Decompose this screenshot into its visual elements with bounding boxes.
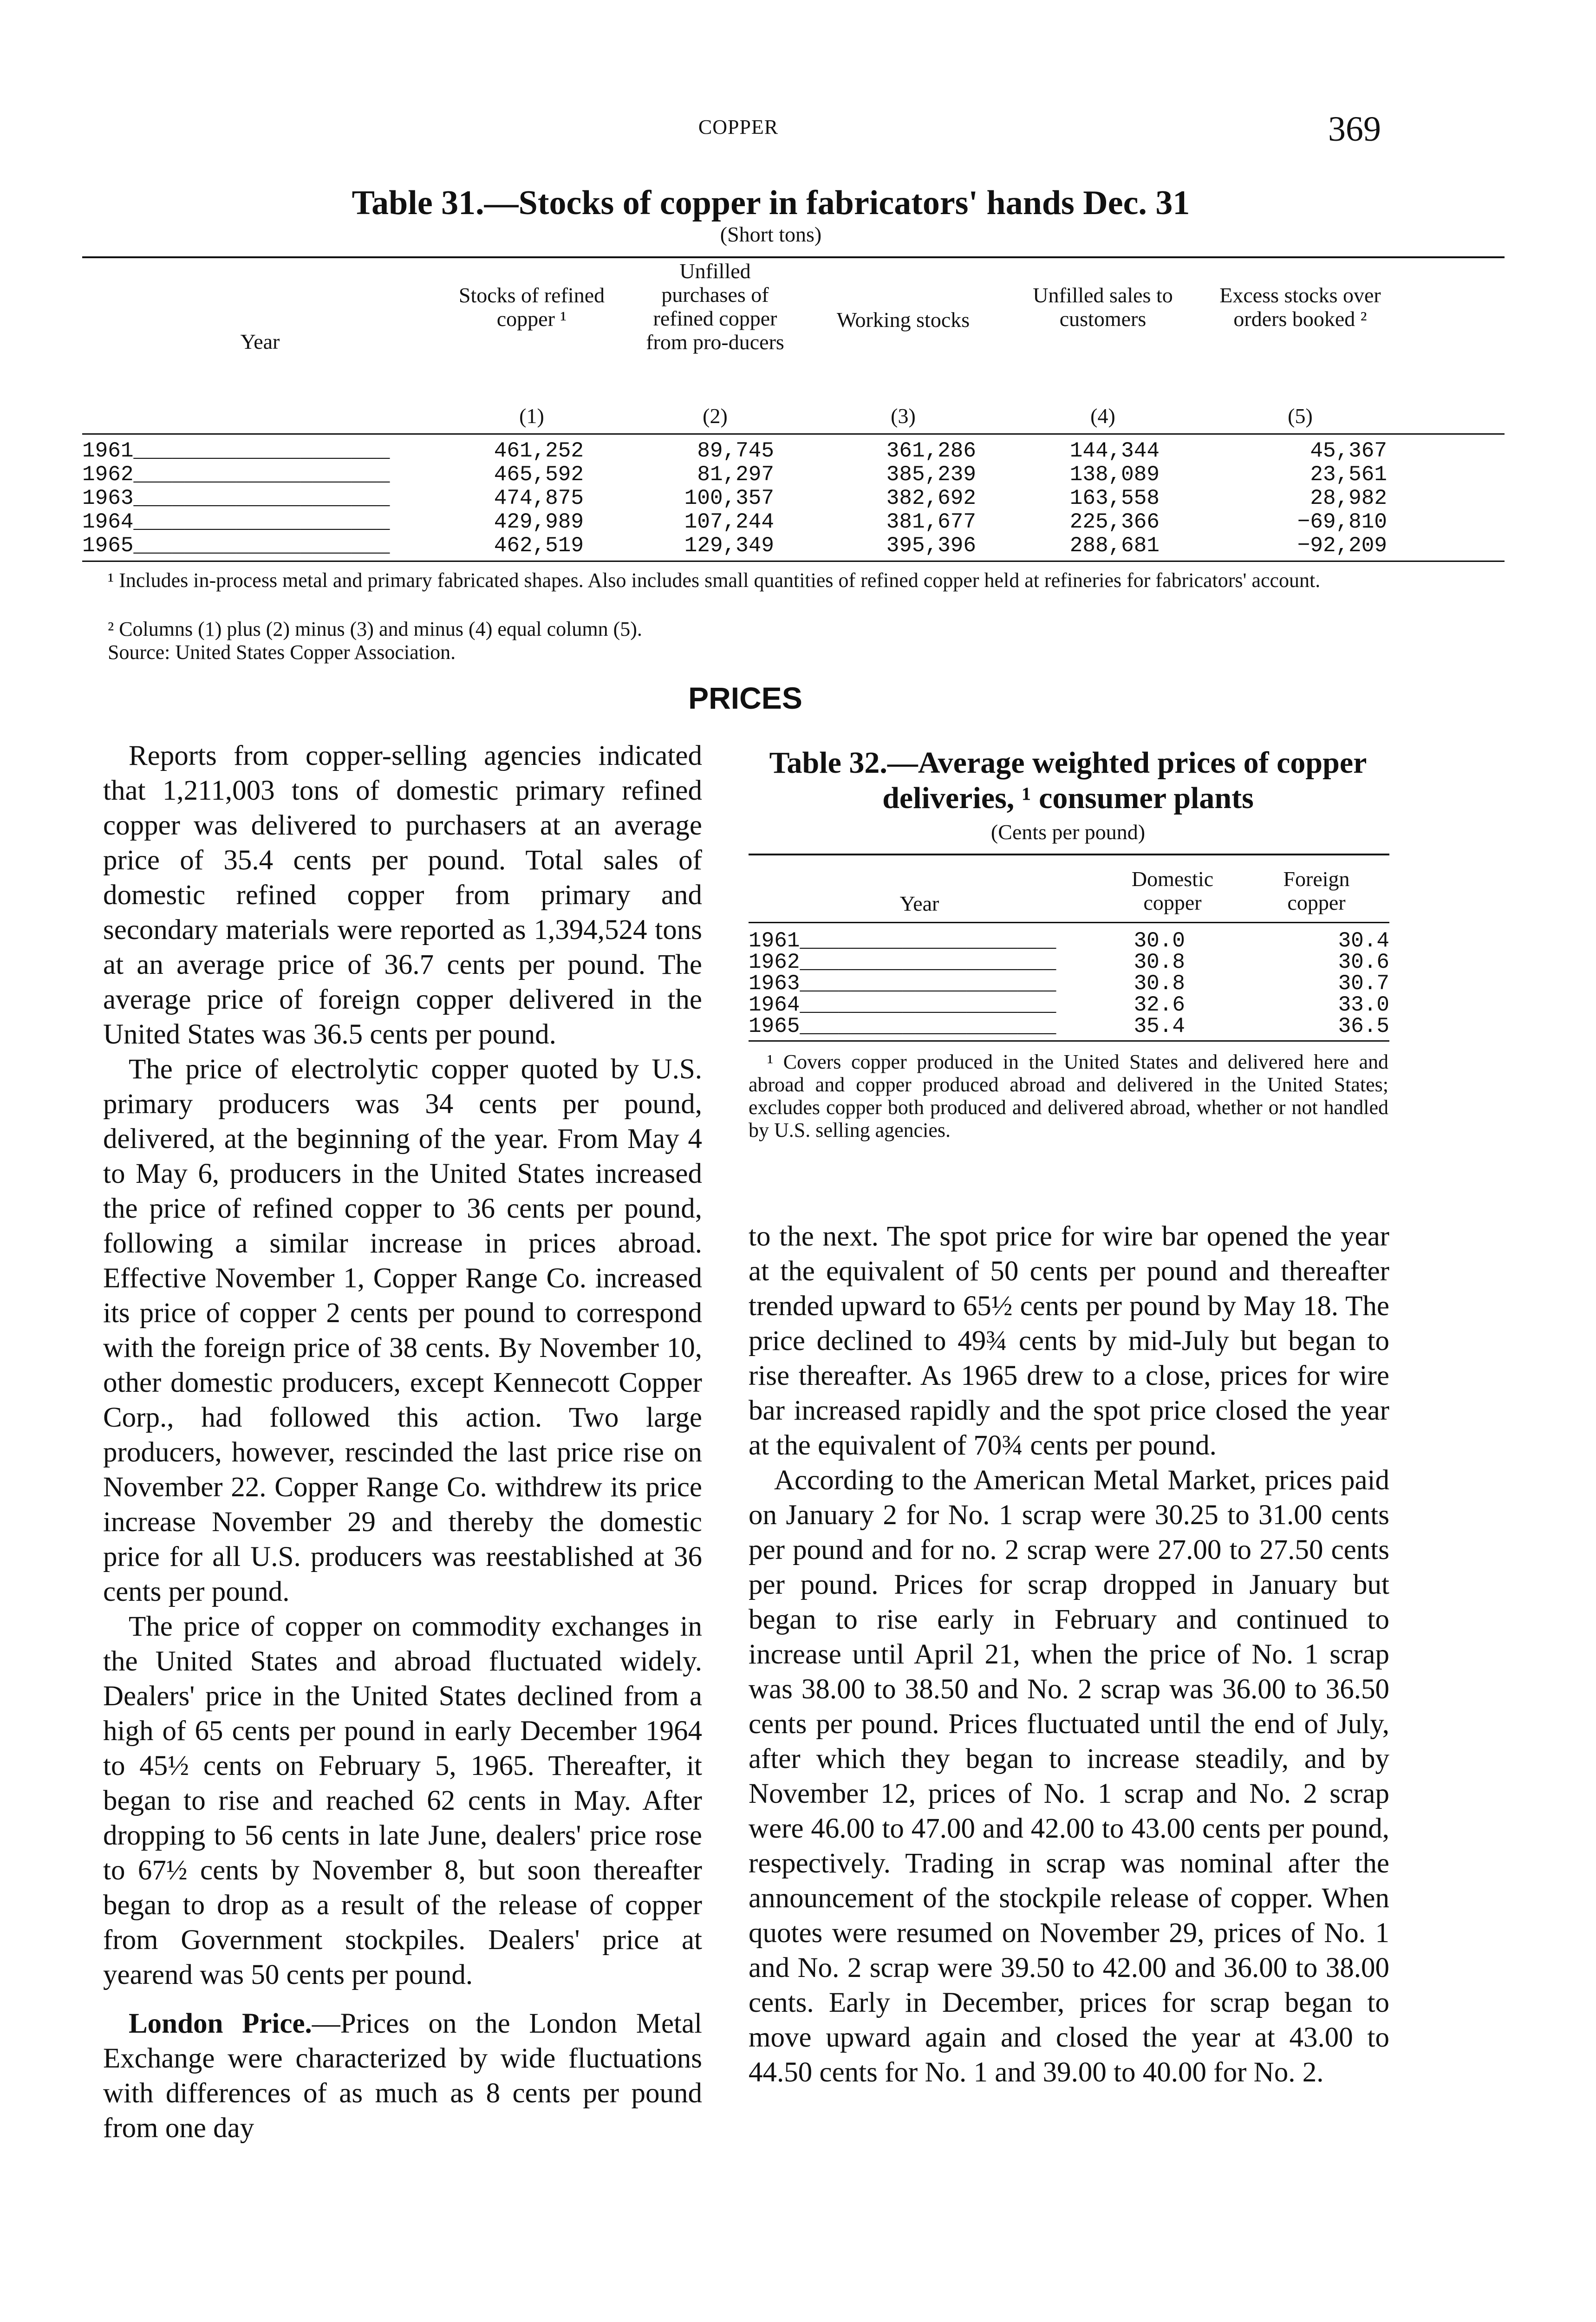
table-row [82, 463, 1503, 486]
table31-cell: 288,681 [1069, 534, 1160, 558]
table31-header-year: Year [240, 330, 280, 353]
table-row [82, 534, 1503, 557]
paragraph: The price of electrolytic copper quoted by U.S. primary producers was 34 cents per pound, delivered, at the beginning of the year. From May 4 to May 6, producers in the United States increased the price of refined copper to 36 cents per pound, following a similar increase in prices abroad. Effective November 1, Copper Range Co. increased its price of copper 2 cents per pound to correspond with the foreign price of 38 cents. By November 10, other domestic producers, except Kennecott Copper Corp., had followed this action. Two large producers, however, rescinded the last price rise on November 22. Copper Range Co. withdrew its price increase November 29 and thereby the domestic price for all U.S. producers was reestablished at 36 cents per pound. [103, 1054, 702, 1607]
table31-cell: 361,286 [886, 439, 976, 463]
page-number: 369 [1328, 110, 1381, 149]
table32-header-rule [749, 922, 1389, 923]
table31-header-c1-num: (1) [519, 404, 544, 428]
table31-cell: 461,252 [494, 439, 584, 463]
table31-header-rule [82, 433, 1505, 435]
table31-header-c5-num: (5) [1288, 404, 1313, 428]
table31-cell: 107,244 [684, 510, 774, 534]
table31-header-c2-num: (2) [703, 404, 728, 428]
table31-cell: 100,357 [684, 486, 774, 510]
table31-cell: 129,349 [684, 534, 774, 558]
table32-cell: 30.0 [1133, 929, 1185, 953]
paragraph: According to the American Metal Market, prices paid on January 2 for No. 1 scrap were 30.25 to 31.00 cents per pound and for no. 2 scrap were 27.00 to 27.50 cents per pound. Prices for scrap dropped in January but began to rise early in February and continued to increase until April 21, when the price of No. 1 scrap was 38.00 to 38.50 and No. 2 scrap was 36.00 to 36.50 cents per pound. Prices fluctuated until the end of July, after which they began to increase steadily, and by November 12, prices of No. 1 scrap and No. 2 scrap were 46.00 to 47.00 and 42.00 to 43.00 cents per pound, respectively. Trading in scrap was nominal after the announcement of the stockpile release of copper. When quotes were resumed on November 29, prices of No. 1 and No. 2 scrap were 39.50 to 42.00 and 36.00 to 38.00 cents. Early in December, prices for scrap began to move upward again and closed the year at 43.00 to 44.50 cents for No. 1 and 39.00 to 40.00 for No. 2. [749, 1465, 1389, 2088]
table32-bottom-rule [749, 1040, 1389, 1042]
table31-cell: 429,989 [494, 510, 584, 534]
table31-header-c5: Excess stocks over orders booked ² [1219, 283, 1381, 331]
paragraph-text: —Prices on the London Metal Exchange were characterized by wide fluctuations with differences of as much as 8 cents per pound from one day [103, 2008, 702, 2144]
table32-title: Table 32.—Average weighted prices of copper deliveries, ¹ consumer plants [769, 746, 1367, 815]
table-row [82, 510, 1503, 534]
table31-cell: 144,344 [1069, 439, 1160, 463]
table32-cell: 35.4 [1133, 1014, 1185, 1038]
table31-cell: 225,366 [1069, 510, 1160, 534]
table32-cell: 30.6 [1338, 950, 1389, 974]
table32-year: 1961____________________ [749, 929, 1056, 953]
table-row [749, 929, 1389, 953]
table31-title: Table 31.—Stocks of copper in fabricators' hands Dec. 31 [352, 184, 1190, 222]
table32-header-foreign: Foreign copper [1283, 867, 1350, 914]
table31-footnote-1: ¹ Includes in-process metal and primary fabricated shapes. Also includes small quantities of refined copper held at refineries for fabricators' account. [108, 569, 1321, 592]
table31-cell: 474,875 [494, 486, 584, 510]
paragraph [103, 2006, 702, 2146]
table31-year: 1965____________________ [82, 534, 390, 558]
table31-cell: 28,982 [1310, 486, 1387, 510]
table32-top-rule [749, 854, 1389, 855]
table31-year: 1963____________________ [82, 486, 390, 510]
table31-header-c1: Stocks of refined copper ¹ [458, 283, 605, 331]
table32-cell: 32.6 [1133, 993, 1185, 1017]
table31-header-c3: Working stocks [836, 308, 970, 332]
table31-footnote-2: ² Columns (1) plus (2) minus (3) and minus (4) equal column (5). [108, 618, 642, 640]
table31-bottom-rule [82, 561, 1505, 562]
table31-cell: 395,396 [886, 534, 976, 558]
table32-cell: 30.4 [1338, 929, 1389, 953]
table32-cell: 30.7 [1338, 972, 1389, 996]
table31-header-c4-num: (4) [1090, 404, 1115, 428]
table31-year: 1962____________________ [82, 463, 390, 487]
table-row [749, 950, 1389, 972]
table31-cell: 81,297 [697, 463, 774, 487]
right-column-text [749, 1219, 1389, 2090]
table31-top-rule [82, 256, 1505, 258]
table32-footnote: ¹ Covers copper produced in the United States and delivered here and abroad and copper produced abroad and delivered in the United States; excludes copper both produced and delivered abroad, whether or not handled by U.S. selling agencies. [749, 1050, 1388, 1141]
paragraph: The price of copper on commodity exchanges in the United States and abroad fluctuated widely. Dealers' price in the United States declined from a high of 65 cents per pound in early December 1964 to 45½ cents on February 5, 1965. Thereafter, it began to rise and reached 62 cents in May. After dropping to 56 cents in late June, dealers' price rose to 67½ cents by November 8, but soon thereafter began to drop as a result of the release of copper from Government stockpiles. Dealers' price at yearend was 50 cents per pound. [103, 1611, 702, 1990]
table-row [749, 993, 1389, 1017]
table31-header-c4: Unfilled sales to customers [1033, 283, 1173, 331]
table32-cell: 30.8 [1133, 950, 1185, 974]
table31-cell: 89,745 [697, 439, 774, 463]
table31-cell: 385,239 [886, 463, 976, 487]
table32-header-year: Year [899, 892, 939, 915]
table31-year: 1964____________________ [82, 510, 390, 534]
table31-header-c3-num: (3) [891, 404, 916, 428]
table31-cell: 382,692 [886, 486, 976, 510]
table32-year: 1962____________________ [749, 950, 1056, 974]
section-heading-prices: PRICES [688, 681, 802, 715]
left-column-text [103, 738, 702, 2146]
paragraph: Reports from copper-selling agencies indicated that 1,211,003 tons of domestic primary refined copper was delivered to purchasers at an average price of 35.4 cents per pound. Total sales of domestic refined copper from primary and secondary materials were reported as 1,394,524 tons at an average price of 36.7 cents per pound. The average price of foreign copper delivered in the United States was 36.5 cents per pound. [103, 740, 702, 1050]
table32-header-domestic: Domestic copper [1131, 867, 1214, 914]
table32-cell: 30.8 [1133, 972, 1185, 996]
table31-source: Source: United States Copper Association. [108, 641, 456, 664]
table-row [749, 972, 1389, 996]
table31-cell: 465,592 [494, 463, 584, 487]
table31-cell: 462,519 [494, 534, 584, 558]
table32-year: 1964____________________ [749, 993, 1056, 1017]
table31-cell: 138,089 [1069, 463, 1160, 487]
run-in-heading: London Price. [129, 2008, 312, 2039]
table-row [749, 1014, 1389, 1036]
table31-subtitle: (Short tons) [720, 222, 822, 246]
table31-cell: 45,367 [1310, 439, 1387, 463]
paragraph: to the next. The spot price for wire bar opened the year at the equivalent of 50 cents per pound and thereafter trended upward to 65½ cents per pound by May 18. The price declined to 49¾ cents by mid-July but began to rise thereafter. As 1965 drew to a close, prices for wire bar increased rapidly and the spot price closed the year at the equivalent of 70¾ cents per pound. [749, 1221, 1389, 1461]
table31-cell: −69,810 [1297, 510, 1387, 534]
table31-cell: 23,561 [1310, 463, 1387, 487]
table32-cell: 36.5 [1338, 1014, 1389, 1038]
table32-year: 1963____________________ [749, 972, 1056, 996]
table31-cell: 381,677 [886, 510, 976, 534]
table31-year: 1961____________________ [82, 439, 390, 463]
table31-cell: 163,558 [1069, 486, 1160, 510]
table32-year: 1965____________________ [749, 1014, 1056, 1038]
table31-cell: −92,209 [1297, 534, 1387, 558]
table32-subtitle: (Cents per pound) [990, 820, 1146, 844]
table-row [82, 486, 1503, 510]
running-head-title: COPPER [698, 116, 779, 138]
table-row [82, 439, 1503, 463]
table31-header-c2: Unfilled purchases of refined copper from pro-ducers [646, 259, 784, 354]
table32-cell: 33.0 [1338, 993, 1389, 1017]
